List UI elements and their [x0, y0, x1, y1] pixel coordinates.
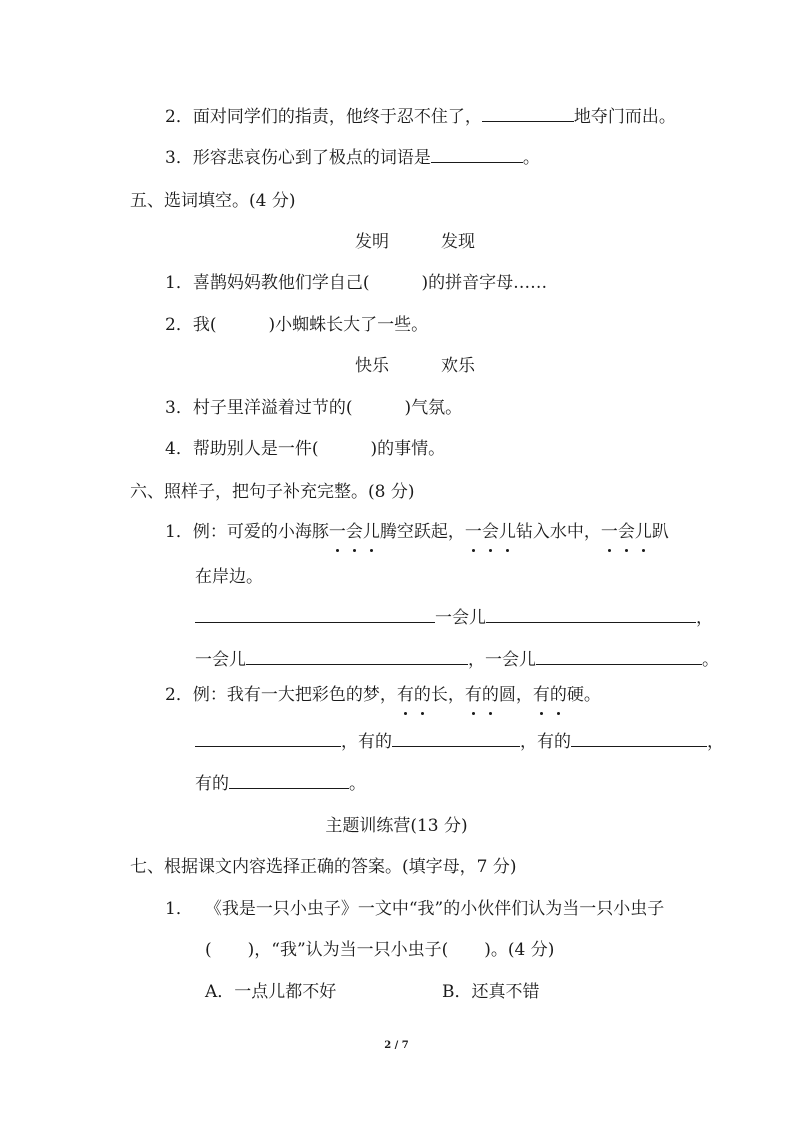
- item-number: 4．: [165, 439, 193, 459]
- q5-item-1: [165, 271, 547, 295]
- item-text: 喜鹊妈妈教他们学自己(: [192, 273, 370, 293]
- word-choice: 欢乐: [441, 356, 475, 376]
- punctuation: 。: [702, 650, 719, 670]
- item-text: )。(4 分): [484, 940, 555, 960]
- example-text: 例：可爱的小海豚: [192, 522, 329, 542]
- q7-heading: 七、根据课文内容选择正确的答案。(填字母，7 分): [130, 857, 517, 877]
- section-title: 主题训练营(13 分): [325, 816, 468, 836]
- answer-blank[interactable]: [246, 648, 468, 665]
- item-text: 帮助别人是一件(: [192, 439, 319, 459]
- answer-blank[interactable]: [431, 146, 523, 163]
- q5-item-4: [165, 437, 445, 461]
- answer-blank[interactable]: [486, 606, 696, 623]
- item-text: 形容悲哀伤心到了极点的词语是: [192, 148, 431, 168]
- item-text-end: )的拼音字母……: [421, 273, 548, 293]
- word-choice-pair-1: [355, 230, 475, 254]
- answer-blank[interactable]: [392, 730, 520, 747]
- emphasis-word: 一会儿: [328, 522, 380, 542]
- q6-example-2: [165, 683, 601, 707]
- answer-word: 有的: [195, 774, 229, 794]
- emphasis-word: 一会儿: [600, 522, 652, 542]
- q7-item-1: [165, 897, 664, 921]
- q5-heading: 五、选词填空。(4 分): [130, 191, 296, 211]
- item-text: 《我是一只小虫子》一文中“我”的小伙伴们认为当一只小虫子: [204, 899, 665, 919]
- word-choice: 发现: [441, 232, 475, 252]
- answer-blank[interactable]: [229, 772, 349, 789]
- q7-option-a: A．一点儿都不好: [205, 982, 337, 1002]
- emphasis-word: 有的: [532, 685, 567, 705]
- item-text: 村子里洋溢着过节的(: [192, 398, 353, 418]
- answer-word: 一会儿: [195, 650, 246, 670]
- example-text: 例：我有一大把彩色的梦，: [192, 685, 397, 705]
- punctuation: ，: [696, 608, 713, 628]
- answer-word: ，有的: [341, 732, 392, 752]
- item-text-end: )气氛。: [404, 398, 463, 418]
- item-number: 1．: [165, 899, 193, 919]
- example-text: 腾空跃起，: [379, 522, 465, 542]
- item-text-end: 。: [522, 148, 540, 168]
- example-text: 钻入水中，: [515, 522, 601, 542]
- answer-blank[interactable]: [571, 730, 707, 747]
- answer-blank[interactable]: [195, 606, 435, 623]
- q6-answer-2-line-2: [195, 772, 366, 796]
- item-text-end: )小蜘蛛长大了一些。: [268, 315, 429, 335]
- item-number: 2．: [165, 107, 193, 127]
- punctuation: ，: [707, 732, 724, 752]
- q5-item-3: [165, 396, 462, 420]
- item-text: (: [205, 940, 212, 960]
- punctuation: ，: [468, 650, 485, 670]
- example-text: 硬。: [566, 685, 601, 705]
- item-number: 3．: [165, 398, 193, 418]
- q7-option-b: B．还真不错: [442, 982, 540, 1002]
- q6-example-1: [165, 520, 669, 544]
- q6-answer-1-line-2: [195, 648, 719, 672]
- q6-answer-2-line-1: [195, 730, 724, 754]
- item-number: 1．: [165, 522, 193, 542]
- punctuation: 。: [349, 774, 366, 794]
- item-text-end: 地夺门而出。: [573, 107, 676, 127]
- item-number: 1．: [165, 273, 193, 293]
- example-text: 长，: [430, 685, 465, 705]
- q6-answer-1-line-1: [195, 606, 713, 630]
- q7-item-1-line-2: [205, 938, 554, 962]
- emphasis-word: 一会儿: [464, 522, 516, 542]
- word-choice-pair-2: [355, 354, 475, 378]
- q6-example-1-cont: 在岸边。: [195, 567, 263, 587]
- answer-word: ，有的: [520, 732, 571, 752]
- item-text: )，“我”认为当一只小虫子(: [247, 940, 449, 960]
- page-number: 2 / 7: [384, 1040, 409, 1051]
- item-number: 3．: [165, 148, 193, 168]
- answer-blank[interactable]: [482, 105, 574, 122]
- answer-word: 一会儿: [435, 608, 486, 628]
- emphasis-word: 有的: [396, 685, 431, 705]
- word-choice: 快乐: [355, 356, 389, 376]
- item-text: 我(: [192, 315, 217, 335]
- item-number: 2．: [165, 315, 193, 335]
- answer-word: 一会儿: [485, 650, 536, 670]
- item-text: 面对同学们的指责，他终于忍不住了，: [192, 107, 482, 127]
- answer-blank[interactable]: [536, 648, 702, 665]
- word-choice: 发明: [355, 232, 389, 252]
- q4-item-3: [165, 146, 540, 170]
- q6-heading: 六、照样子，把句子补充完整。(8 分): [130, 482, 415, 502]
- item-text-end: )的事情。: [370, 439, 446, 459]
- q4-item-2: [165, 105, 676, 129]
- q5-item-2: [165, 313, 428, 337]
- item-number: 2．: [165, 685, 193, 705]
- answer-blank[interactable]: [195, 730, 341, 747]
- example-text: 圆，: [498, 685, 533, 705]
- example-text: 趴: [651, 522, 669, 542]
- emphasis-word: 有的: [464, 685, 499, 705]
